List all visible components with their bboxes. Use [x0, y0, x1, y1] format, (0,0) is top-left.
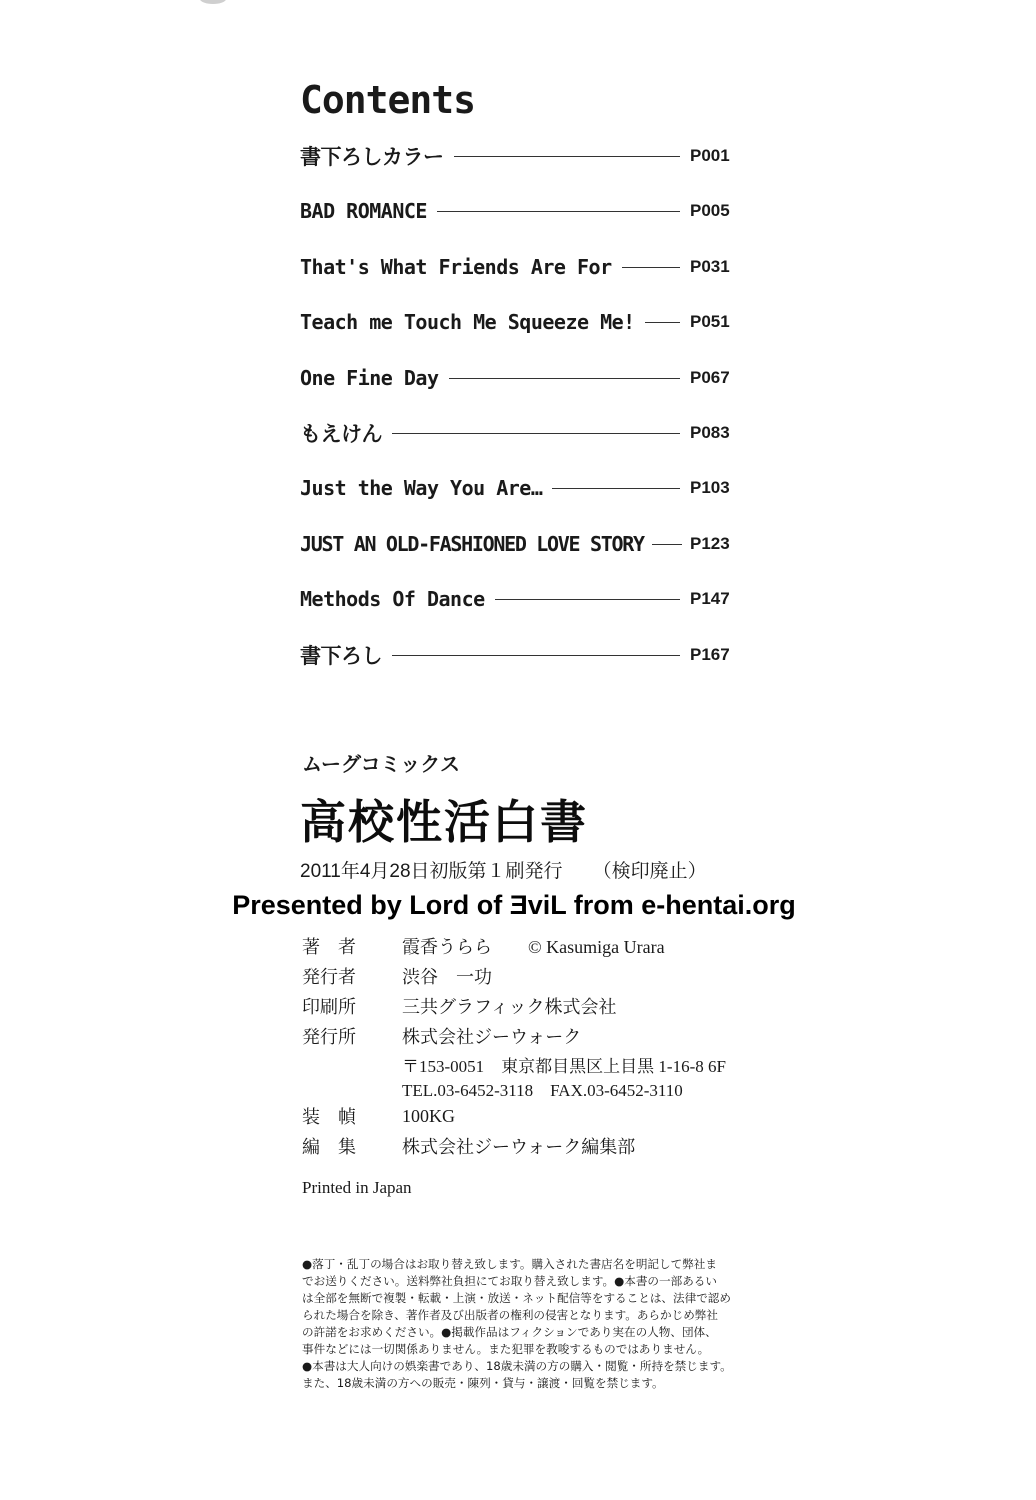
- notice-line: の許諾をお求めください。●掲載作品はフィクションであり実在の人物、団体、: [302, 1325, 717, 1339]
- toc-entry: [300, 468, 730, 508]
- toc-entry: [300, 579, 730, 619]
- toc-entry-page: P147: [690, 589, 730, 608]
- printed-in-japan: Printed in Japan: [302, 1178, 412, 1197]
- publisher-tel-fax: TEL.03-6452-3118 FAX.03-6452-3110: [402, 1081, 683, 1100]
- publisher-address: 〒153-0051 東京都目黒区上目黒 1-16-8 6F: [402, 1057, 726, 1076]
- notice-line: られた場合を除き、著作者及び出版者の権利の侵害となります。あらかじめ弊社: [302, 1308, 718, 1322]
- colophon-row-printer: [302, 992, 617, 1020]
- notice-line: 事件などには一切関係ありません。また犯罪を教唆するものではありません。: [302, 1342, 710, 1356]
- toc-leader-line: [645, 322, 680, 323]
- toc-entry-page: P005: [690, 201, 730, 220]
- edition-line: [300, 856, 707, 883]
- colophon-value: 渋谷 一功: [402, 967, 492, 988]
- toc-entry: [300, 413, 730, 453]
- toc-entry-title: Methods Of Dance: [300, 587, 485, 611]
- colophon-label: 装 幀: [302, 1107, 356, 1128]
- contents-heading: Contents: [300, 78, 476, 122]
- colophon-label: 発行者: [302, 967, 356, 988]
- colophon-value: [402, 933, 665, 959]
- toc-entry-title: 書下ろし: [300, 644, 382, 668]
- legal-notice: [302, 1256, 762, 1392]
- toc-entry: [300, 635, 730, 675]
- toc-entry-page: P123: [690, 534, 730, 553]
- notice-line: は全部を無断で複製・転載・上演・放送・ネット配信等をすることは、法律で認め: [302, 1291, 731, 1305]
- colophon-row-author: [302, 932, 665, 960]
- toc-entry-title: BAD ROMANCE: [300, 199, 427, 223]
- toc-entry-title: JUST AN OLD-FASHIONED LOVE STORY: [300, 532, 644, 556]
- toc-leader-line: [449, 378, 681, 379]
- toc-entry: [300, 302, 730, 342]
- toc-leader-line: [622, 267, 680, 268]
- toc-entry-page: P083: [690, 423, 730, 442]
- toc-entry-page: P167: [690, 645, 730, 664]
- copyright-notice: © Kasumiga Urara: [528, 937, 665, 957]
- toc-entry-page: P051: [690, 312, 730, 331]
- toc-entry-title: That's What Friends Are For: [300, 255, 612, 279]
- toc-entry-page: P067: [690, 368, 730, 387]
- imprint-label: ムーグコミックス: [302, 752, 460, 776]
- colophon-row-design: [302, 1102, 455, 1130]
- colophon-label: 発行所: [302, 1027, 356, 1048]
- colophon-label: 著 者: [302, 937, 356, 958]
- toc-entry: [300, 358, 730, 398]
- toc-leader-line: [392, 655, 680, 656]
- notice-line: また、18歳未満の方への販売・陳列・貸与・譲渡・回覧を禁じます。: [302, 1376, 664, 1390]
- toc-entry-title: One Fine Day: [300, 366, 439, 390]
- toc-entry-page: P103: [690, 478, 730, 497]
- colophon-row-publisher-person: [302, 962, 492, 990]
- toc-leader-line: [495, 599, 680, 600]
- colophon-label: 印刷所: [302, 997, 356, 1018]
- toc-entry: [300, 191, 730, 231]
- toc-entry: [300, 524, 730, 564]
- toc-entry: [300, 247, 730, 287]
- toc-leader-line: [454, 156, 681, 157]
- colophon-value: 100KG: [402, 1105, 455, 1126]
- scan-smudge: [200, 0, 226, 4]
- colophon-value: 株式会社ジーウォーク編集部: [402, 1137, 636, 1158]
- toc-leader-line: [652, 544, 682, 545]
- colophon-value: 株式会社ジーウォーク: [402, 1027, 582, 1048]
- edition-stamp: （検印廃止）: [592, 861, 707, 882]
- toc-leader-line: [392, 433, 680, 434]
- edition-date: 2011年4月28日初版第１刷発行: [300, 861, 563, 882]
- colophon-row-editor: [302, 1132, 635, 1160]
- toc-entry-page: P001: [690, 146, 730, 165]
- author-name: 霞香うらら: [402, 937, 492, 958]
- toc-entry-title: Just the Way You Are…: [300, 476, 543, 500]
- book-title: 高校性活白書: [300, 795, 588, 849]
- toc-entry: [300, 136, 730, 176]
- notice-line: でお送りください。送料弊社負担にてお取り替え致します。●本書の一部あるい: [302, 1274, 717, 1288]
- toc-leader-line: [437, 211, 680, 212]
- toc-entry-title: 書下ろしカラー: [300, 145, 444, 169]
- notice-line: ●本書は大人向けの娯楽書であり、18歳未満の方の購入・閲覧・所持を禁じます。: [302, 1359, 732, 1373]
- toc-leader-line: [552, 488, 680, 489]
- colophon-value: 三共グラフィック株式会社: [402, 997, 617, 1018]
- toc-entry-page: P031: [690, 257, 730, 276]
- watermark-credit: Presented by Lord of ƎviL from e-hentai.org: [232, 890, 796, 920]
- toc-entry-title: Teach me Touch Me Squeeze Me!: [300, 310, 635, 334]
- notice-line: ●落丁・乱丁の場合はお取り替え致します。購入された書店名を明記して弊社ま: [302, 1257, 717, 1271]
- toc-entry-title: もえけん: [300, 422, 382, 446]
- colophon-row-publisher: [302, 1022, 581, 1050]
- colophon-label: 編 集: [302, 1137, 356, 1158]
